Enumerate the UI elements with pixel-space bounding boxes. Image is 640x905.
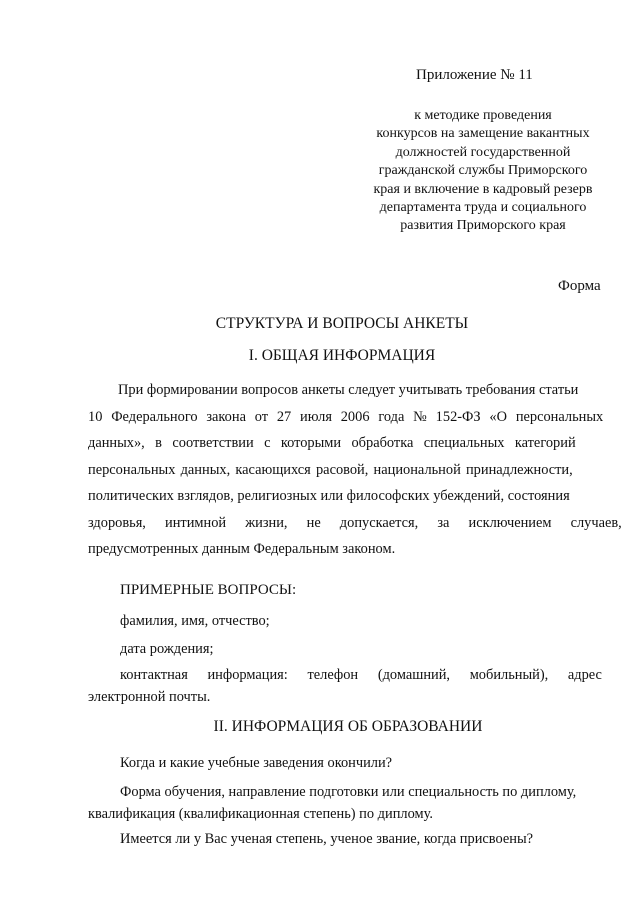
question-birth-date: дата рождения; xyxy=(120,641,214,657)
document-title: СТРУКТУРА И ВОПРОСЫ АНКЕТЫ xyxy=(215,315,469,332)
form-label: Форма xyxy=(558,278,601,294)
contact-word: телефон xyxy=(307,667,359,683)
contact-word: контактная xyxy=(120,667,188,683)
intro-line xyxy=(88,377,602,404)
appendix-subtitle-line: к методике проведения xyxy=(414,108,552,123)
intro-line: 10 Федерального закона от 27 июля 2006 года № 152-ФЗ «О персональных xyxy=(88,408,604,425)
appendix-subtitle xyxy=(348,107,618,236)
appendix-title: Приложение № 11 xyxy=(416,67,533,83)
intro-line: предусмотренных данным Федеральным законом. xyxy=(88,541,396,557)
appendix-subtitle-line: конкурсов на замещение вакантных xyxy=(376,126,590,142)
intro-paragraph xyxy=(88,377,622,563)
question-study-form xyxy=(88,781,602,825)
intro-line: персональных данных, касающихся расовой, национальной принадлежности, xyxy=(88,461,573,478)
intro-line: здоровья, интимной жизни, не допускается, за исключением случаев, xyxy=(88,514,622,531)
appendix-subtitle-line: развития Приморского края xyxy=(400,218,566,234)
question-full-name: фамилия, имя, отчество; xyxy=(120,613,270,629)
question-schools: Когда и какие учебные заведения окончили? xyxy=(120,755,393,771)
contact-line-2: электронной почты. xyxy=(88,689,211,705)
sample-questions-heading: ПРИМЕРНЫЕ ВОПРОСЫ: xyxy=(120,582,297,598)
intro-line: политических взглядов, религиозных или философских убеждений, состояния xyxy=(88,488,570,504)
section-heading-general: I. ОБЩАЯ ИНФОРМАЦИЯ xyxy=(248,347,436,364)
intro-line-text: При формировании вопросов анкеты следует учитывать требования статьи xyxy=(118,382,579,398)
appendix-subtitle-line: департамента труда и социального xyxy=(379,200,587,216)
contact-word: (домашний, xyxy=(377,667,451,683)
contact-line-1 xyxy=(88,664,602,686)
appendix-subtitle-line: края и включение в кадровый резерв xyxy=(373,181,593,197)
question-contact-info xyxy=(88,664,602,708)
contact-word: информация: xyxy=(207,667,288,683)
question-academic-degree: Имеется ли у Вас ученая степень, ученое звание, когда присвоены? xyxy=(120,831,534,847)
contact-word: адрес xyxy=(567,667,602,683)
section-heading-education: II. ИНФОРМАЦИЯ ОБ ОБРАЗОВАНИИ xyxy=(213,718,483,735)
study-form-line-1: Форма обучения, направление подготовки или специальность по диплому, xyxy=(120,784,577,800)
appendix-subtitle-line: гражданской службы Приморского xyxy=(378,163,588,179)
appendix-subtitle-line: должностей государственной xyxy=(395,144,571,160)
intro-line: данных», в соответствии с которыми обработка специальных категорий xyxy=(88,435,576,451)
study-form-line-2: квалификация (квалификационная степень) по диплому. xyxy=(88,806,433,822)
contact-word: мобильный), xyxy=(469,667,549,683)
